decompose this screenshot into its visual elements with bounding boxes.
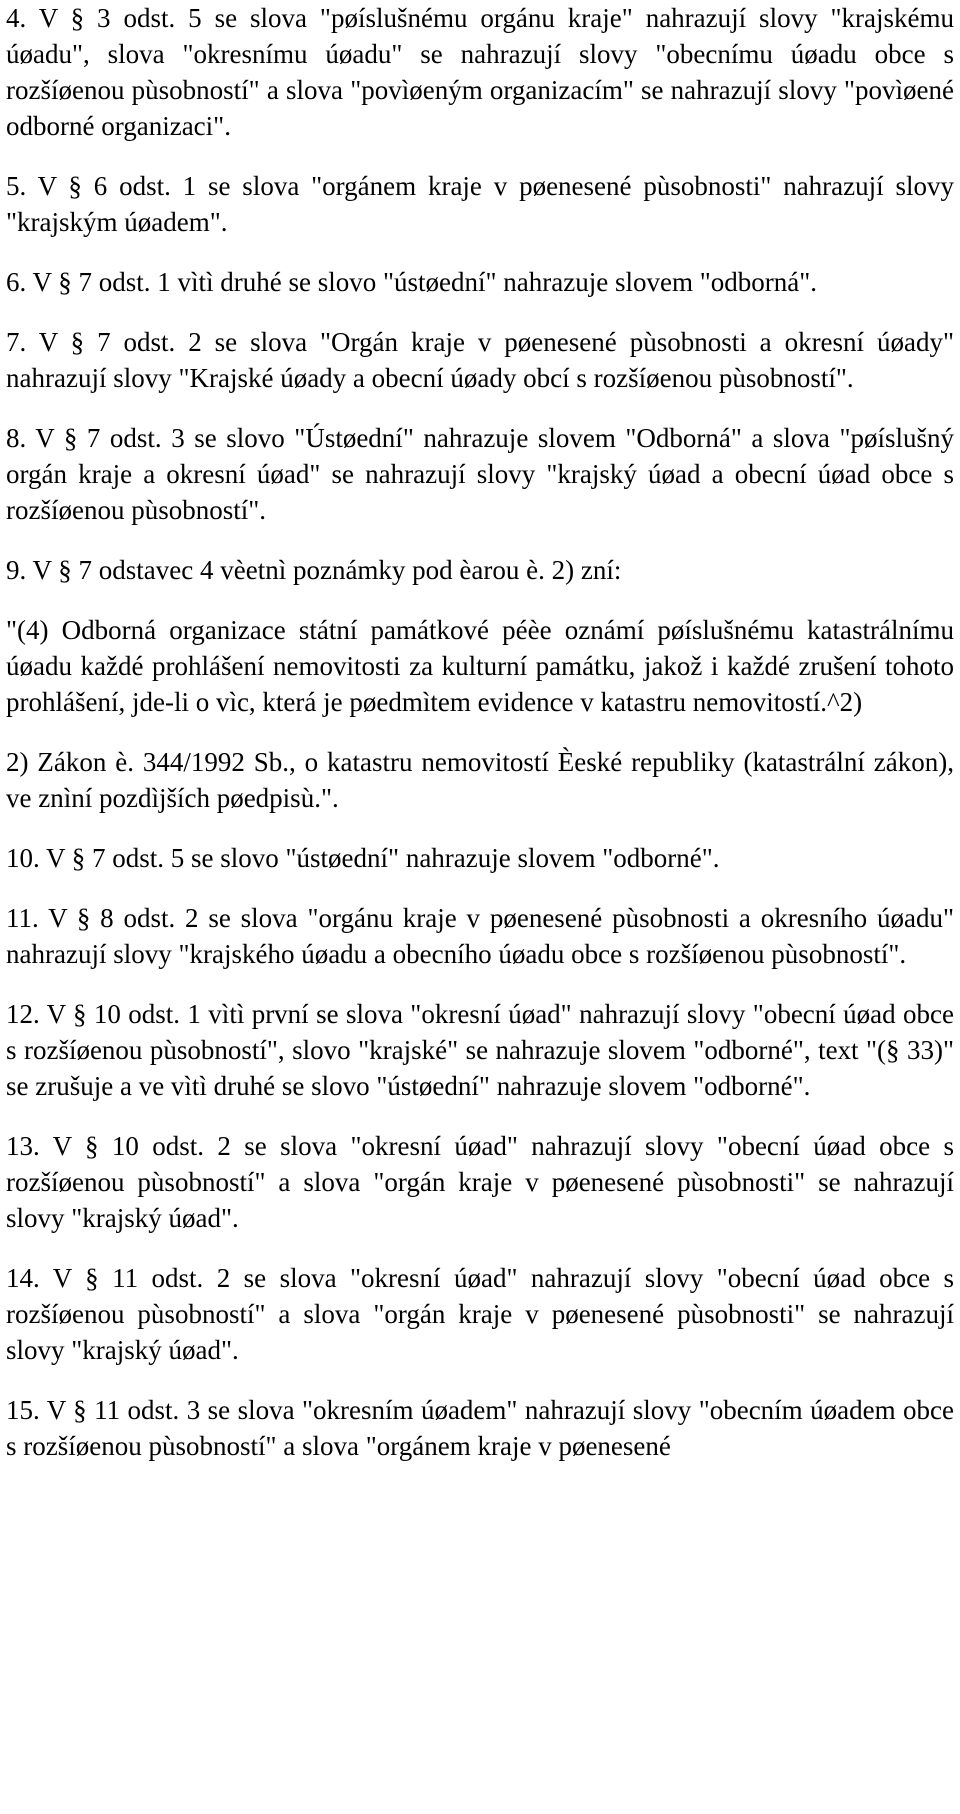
- paragraph-item-13: 13. V § 10 odst. 2 se slova "okresní úøad" nahrazují slovy "obecní úøad obce s rozšíøenou pùsobností" a slova "orgán kraje v pøenesené pùsobnosti" se nahrazují slovy "krajský úøad".: [6, 1131, 954, 1233]
- paragraph-item-10: 10. V § 7 odst. 5 se slovo "ústøední" nahrazuje slovem "odborné".: [6, 843, 720, 873]
- paragraph-item-11: 11. V § 8 odst. 2 se slova "orgánu kraje v pøenesené pùsobnosti a okresního úøadu" nahrazují slovy "krajského úøadu a obecního úøadu obce s rozšíøenou pùsobností".: [6, 903, 954, 969]
- document-page: [6, 0, 954, 1488]
- paragraph-quoted-section-4: "(4) Odborná organizace státní památkové péèe oznámí pøíslušnému katastrálnímu úøadu každé prohlášení nemovitosti za kulturní památku, jakož i každé zrušení tohoto prohlášení, jde-li o vìc, která je pøedmìtem evidence v katastru nemovitostí.^2): [6, 615, 954, 717]
- paragraph-item-5: 5. V § 6 odst. 1 se slova "orgánem kraje v pøenesené pùsobnosti" nahrazují slovy "krajským úøadem".: [6, 171, 954, 237]
- paragraph-item-12: 12. V § 10 odst. 1 vìtì první se slova "okresní úøad" nahrazují slovy "obecní úøad obce s rozšíøenou pùsobností", slovo "krajské" se nahrazuje slovem "odborné", text "(§ 33)" se zrušuje a ve vìtì druhé se slovo "ústøední" nahrazuje slovem "odborné".: [6, 999, 954, 1101]
- paragraph-item-15: 15. V § 11 odst. 3 se slova "okresním úøadem" nahrazují slovy "obecním úøadem obce s rozšíøenou pùsobností" a slova "orgánem kraje v pøenesené: [6, 1395, 954, 1461]
- paragraph-item-14: 14. V § 11 odst. 2 se slova "okresní úøad" nahrazují slovy "obecní úøad obce s rozšíøenou pùsobností" a slova "orgán kraje v pøenesené pùsobnosti" se nahrazují slovy "krajský úøad".: [6, 1263, 954, 1365]
- paragraph-item-8: 8. V § 7 odst. 3 se slovo "Ústøední" nahrazuje slovem "Odborná" a slova "pøíslušný orgán kraje a okresní úøad" se nahrazují slovy "krajský úøad a obecní úøad obce s rozšíøenou pùsobností".: [6, 423, 954, 525]
- paragraph-item-6: 6. V § 7 odst. 1 vìtì druhé se slovo "ústøední" nahrazuje slovem "odborná".: [6, 267, 817, 297]
- paragraph-item-9: 9. V § 7 odstavec 4 vèetnì poznámky pod èarou è. 2) zní:: [6, 555, 622, 585]
- paragraph-item-4: 4. V § 3 odst. 5 se slova "pøíslušnému orgánu kraje" nahrazují slovy "krajskému úøadu", slova "okresnímu úøadu" se nahrazují slovy "obecnímu úøadu obce s rozšíøenou pùsobností" a slova "povìøeným organizacím" se nahrazují slovy "povìøené odborné organizaci".: [6, 3, 954, 141]
- paragraph-item-7: 7. V § 7 odst. 2 se slova "Orgán kraje v pøenesené pùsobnosti a okresní úøady" nahrazují slovy "Krajské úøady a obecní úøady obcí s rozšíøenou pùsobností".: [6, 327, 954, 393]
- paragraph-footnote-2: 2) Zákon è. 344/1992 Sb., o katastru nemovitostí Èeské republiky (katastrální zákon), ve znìní pozdìjších pøedpisù.".: [6, 747, 954, 813]
